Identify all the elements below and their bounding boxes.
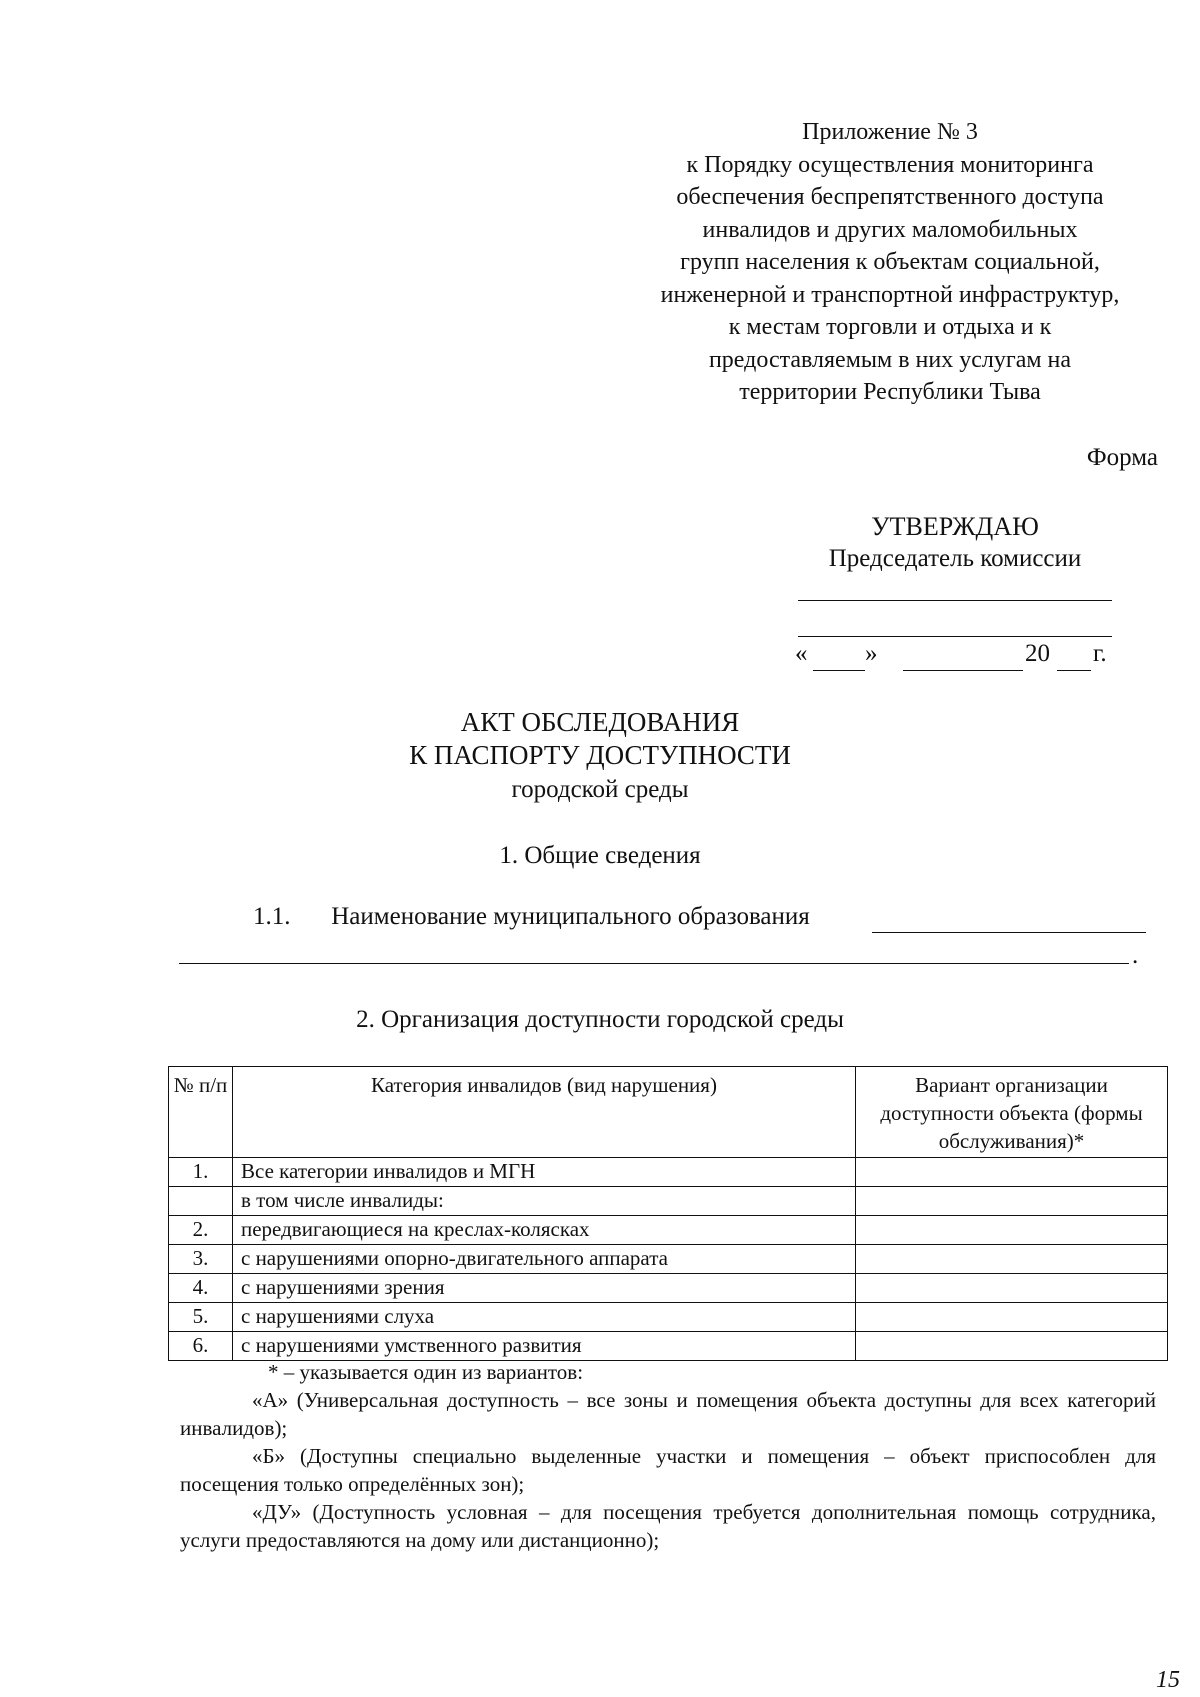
field-number: 1.1. (253, 903, 291, 930)
municipality-blank-2 (179, 963, 1129, 964)
cell-variant (856, 1245, 1168, 1274)
field-label: Наименование муниципального образования (331, 903, 810, 930)
municipality-blank-1 (872, 932, 1146, 933)
section1-heading: 1. Общие сведения (499, 842, 701, 869)
approval-block (790, 511, 1120, 575)
cell-category: с нарушениями зрения (233, 1274, 856, 1303)
act-title-line1: АКТ ОБСЛЕДОВАНИЯ (460, 707, 740, 737)
approval-title: УТВЕРЖДАЮ (871, 512, 1039, 541)
cell-variant (856, 1274, 1168, 1303)
approval-position: Председатель комиссии (828, 545, 1082, 572)
footnote-item-du: «ДУ» (Доступность условная – для посещения требуется дополнительная помощь сотрудника, услуги предоставляются на дому или дистанционно); (180, 1500, 1156, 1552)
cell-number: 6. (169, 1332, 233, 1361)
table-header-row (169, 1067, 1168, 1158)
cell-number: 2. (169, 1216, 233, 1245)
form-label: Форма (1086, 444, 1158, 471)
cell-number: 5. (169, 1303, 233, 1332)
appendix-header (600, 116, 1180, 409)
cell-variant (856, 1158, 1168, 1187)
cell-category: Все категории инвалидов и МГН (233, 1158, 856, 1187)
date-close-quote: » (865, 640, 878, 667)
day-blank (813, 670, 865, 671)
month-blank (903, 670, 1023, 671)
cell-category: с нарушениями умственного развития (233, 1332, 856, 1361)
footnotes (180, 1358, 1156, 1554)
cell-number: 3. (169, 1245, 233, 1274)
footnote-item-b: «Б» (Доступны специально выделенные участки и помещения – объект приспособлен для посещения только определённых зон); (180, 1444, 1156, 1496)
footnote-item-a: «А» (Универсальная доступность – все зоны и помещения объекта доступны для всех категорий инвалидов); (180, 1388, 1156, 1440)
accessibility-table (168, 1066, 1168, 1361)
table-row (169, 1245, 1168, 1274)
appendix-line: групп населения к объектам социальной, (680, 249, 1100, 275)
cell-number: 1. (169, 1158, 233, 1187)
municipality-field (253, 903, 810, 931)
field-end-period: . (1132, 942, 1139, 969)
header-category: Категория инвалидов (вид нарушения) (233, 1067, 856, 1158)
date-open-quote: « (795, 640, 808, 667)
cell-variant (856, 1303, 1168, 1332)
footnote-intro: * – указывается один из вариантов: (268, 1360, 584, 1384)
appendix-line: Приложение № 3 (802, 119, 978, 145)
table-row (169, 1274, 1168, 1303)
cell-number (169, 1187, 233, 1216)
table-row (169, 1332, 1168, 1361)
cell-variant (856, 1216, 1168, 1245)
cell-variant (856, 1332, 1168, 1361)
appendix-line: к Порядку осуществления мониторинга (686, 151, 1094, 178)
cell-category: с нарушениями опорно-двигательного аппарата (233, 1245, 856, 1274)
appendix-line: территории Республики Тыва (739, 379, 1041, 405)
approval-date (795, 640, 1115, 674)
cell-category: передвигающиеся на креслах-колясках (233, 1216, 856, 1245)
appendix-line: предоставляемым в них услугам на (708, 346, 1072, 373)
appendix-line: инженерной и транспортной инфраструктур, (660, 281, 1120, 308)
appendix-line: к местам торговли и отдыха и к (728, 314, 1052, 340)
year-prefix: 20 (1025, 640, 1050, 667)
signature-line (798, 600, 1112, 601)
table-row (169, 1158, 1168, 1187)
cell-variant (856, 1187, 1168, 1216)
section2-heading: 2. Организация доступности городской среды (356, 1006, 844, 1033)
appendix-line: инвалидов и других маломобильных (702, 216, 1078, 243)
name-line (798, 636, 1112, 637)
table-row (169, 1187, 1168, 1216)
cell-category: в том числе инвалиды: (233, 1187, 856, 1216)
table-row (169, 1216, 1168, 1245)
appendix-line: обеспечения беспрепятственного доступа (676, 184, 1104, 210)
table-row (169, 1303, 1168, 1332)
page-number: 15 (1156, 1667, 1180, 1693)
cell-category: с нарушениями слуха (233, 1303, 856, 1332)
act-title-line2: К ПАСПОРТУ ДОСТУПНОСТИ (409, 740, 791, 770)
act-title-line3: городской среды (511, 776, 689, 803)
header-variant: Вариант организации доступности объекта (формы обслуживания)* (856, 1067, 1168, 1158)
header-number: № п/п (169, 1067, 233, 1158)
year-blank (1057, 670, 1091, 671)
year-suffix: г. (1093, 640, 1107, 667)
cell-number: 4. (169, 1274, 233, 1303)
